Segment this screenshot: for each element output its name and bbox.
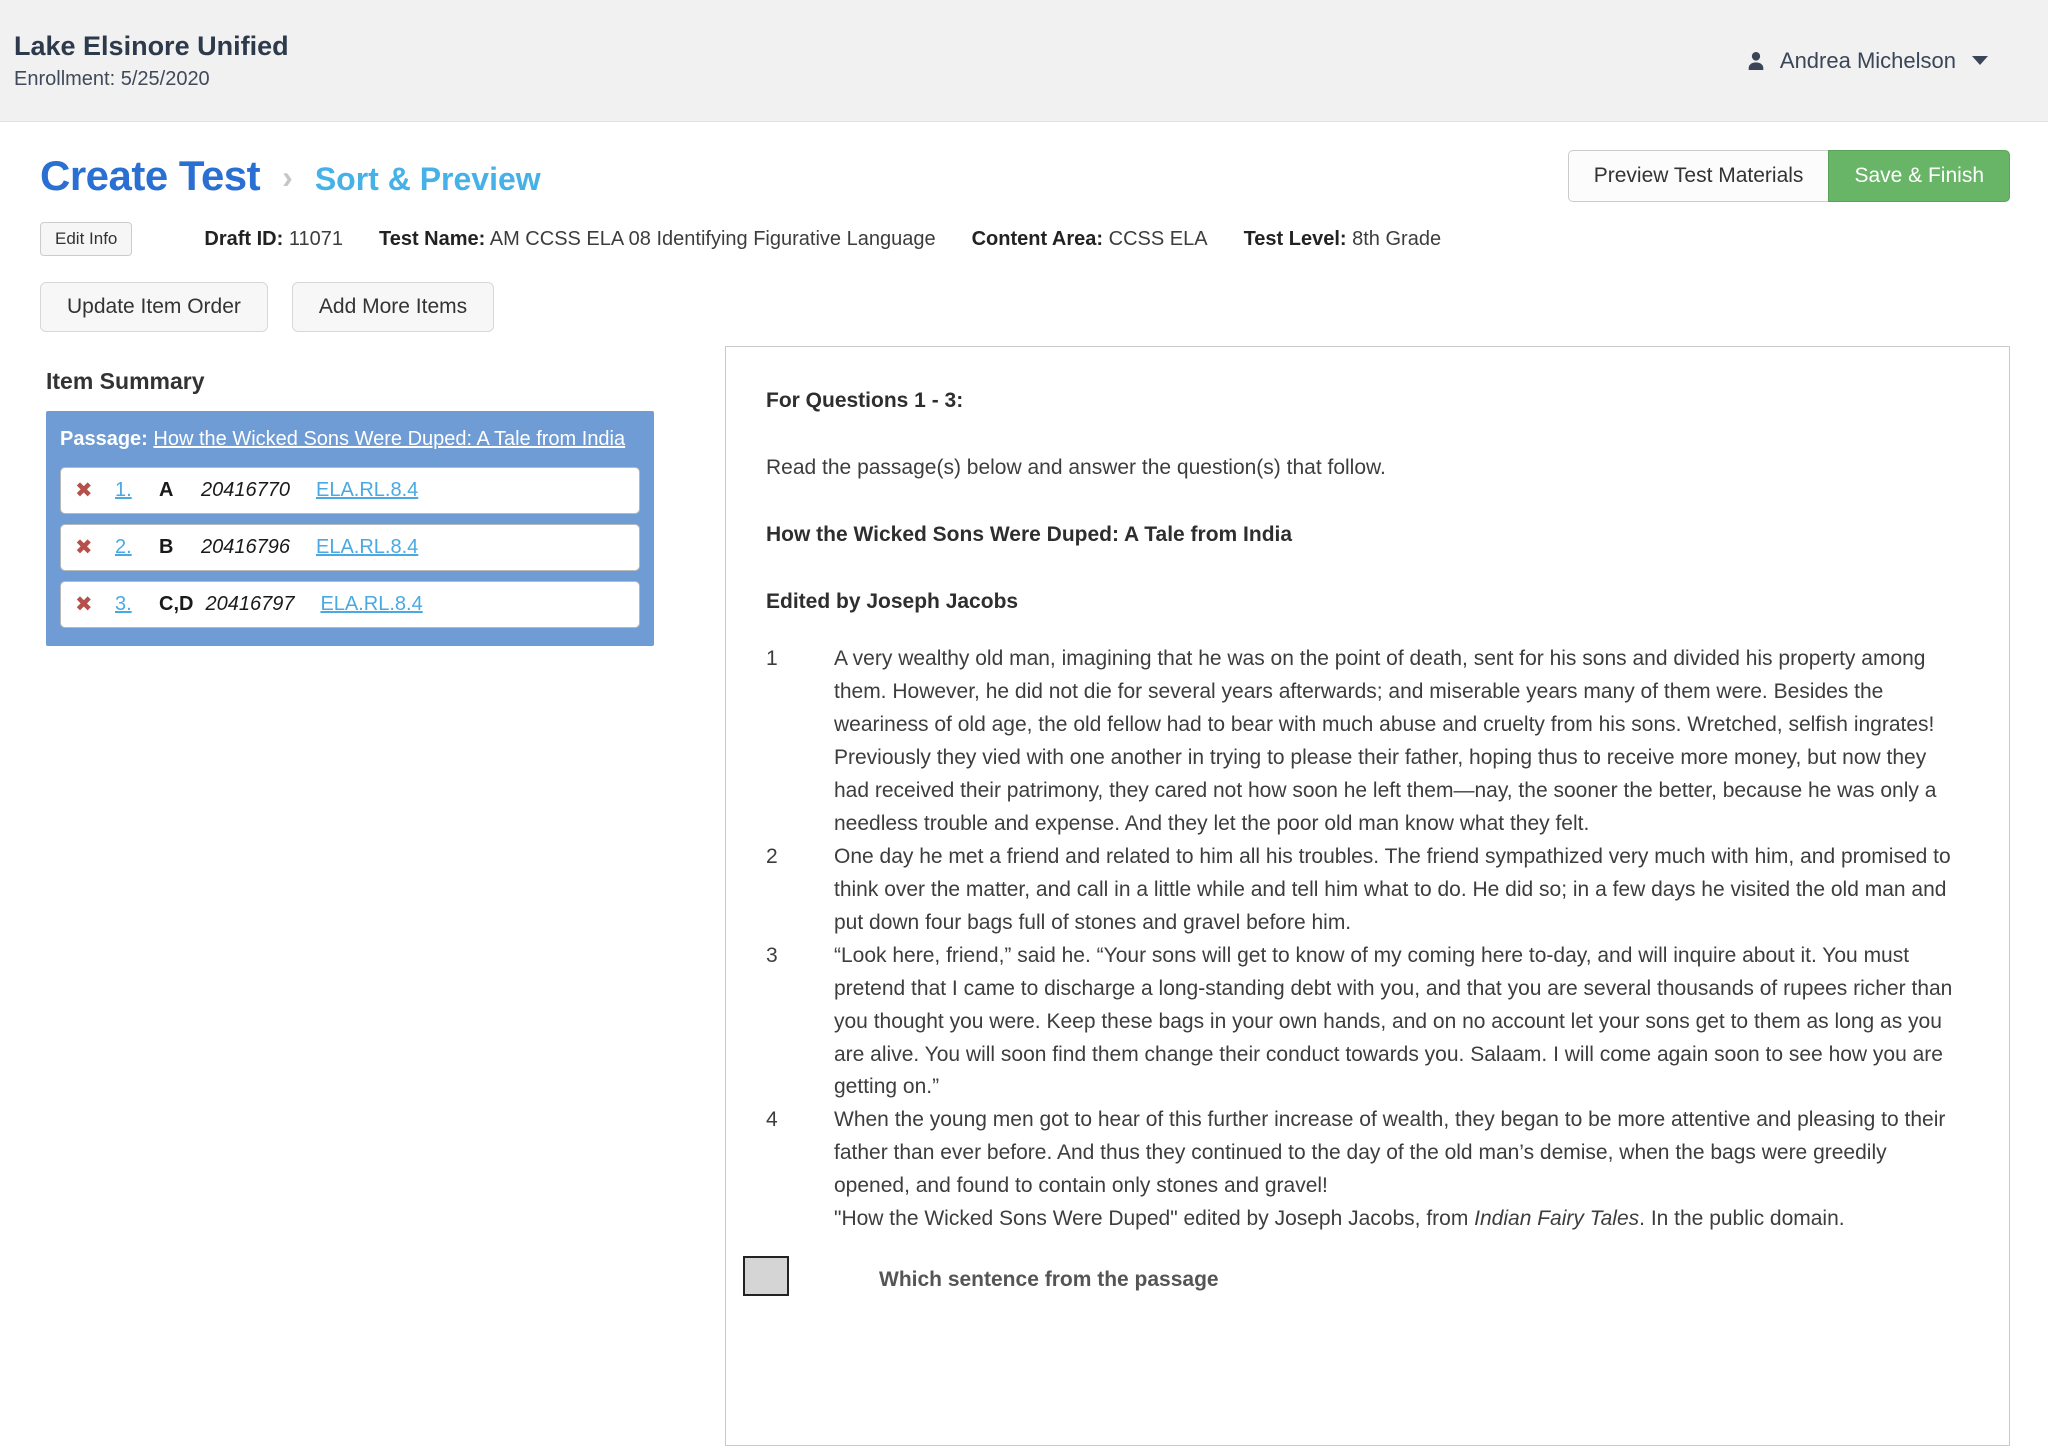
breadcrumb [40,152,541,200]
attribution-prefix: "How the Wicked Sons Were Duped" edited by Joseph Jacobs, from [834,1207,1475,1231]
item-number-link[interactable]: 2. [115,536,132,558]
item-summary-column [40,346,656,646]
question-number-box [743,1256,789,1296]
item-standard-link[interactable]: ELA.RL.8.4 [320,593,423,615]
clipped-question-row [743,1256,1967,1297]
top-header-bar [0,0,2048,122]
passage-title: How the Wicked Sons Were Duped: A Tale from India [766,522,1293,546]
item-row [60,581,640,628]
paragraph-text: A very wealthy old man, imagining that he was on the point of death, sent for his sons and divided his property among them. However, he did not die for several years afterwards; and miserable years many of them were. Besides the weariness of old age, the old fellow had to bear with much abuse and cruelty from his sons. Wretched, selfish ingrates! Previously they vied with one another in trying to please their father, hoping thus to receive more money, but now they had received their patrimony, they cared not how soon he left them—nay, the sooner the better, because he was only a needless trouble and expense. And they let the poor old man know what they felt. [834,646,1937,835]
passage-paragraph [766,841,1967,940]
item-number-link[interactable]: 3. [115,593,132,615]
chevron-down-icon [1972,56,1988,65]
item-actions-row [40,282,2010,332]
attribution-source-title: Indian Fairy Tales [1474,1207,1640,1231]
paragraph-text: One day he met a friend and related to him all his troubles. The friend sympathized very much with him, and promised to think over the matter, and call in a little while and tell him what to do. He did so; in a few days he visited the old man and put down four bags full of stones and gravel before him. [834,844,1951,934]
district-name: Lake Elsinore Unified [14,30,289,61]
update-item-order-button[interactable]: Update Item Order [40,282,268,332]
passage-paragraph [766,643,1967,841]
passage-paragraph [766,1104,1967,1203]
passage-group-panel [46,411,654,646]
item-standard-link[interactable]: ELA.RL.8.4 [315,479,419,501]
draft-id-value: 11071 [288,227,343,250]
passage-attribution [834,1203,1967,1236]
passage-byline: Edited by Joseph Jacobs [766,589,1019,613]
content-area-label: Content Area: [971,227,1104,250]
remove-item-icon[interactable]: ✖ [75,479,93,502]
attribution-suffix: . In the public domain. [1639,1207,1845,1231]
test-info-row [40,222,2010,256]
item-answer-key: B [159,536,174,558]
enrollment-date: Enrollment: 5/25/2020 [14,67,210,90]
passage-line [60,424,640,455]
district-block [14,31,289,91]
remove-item-icon[interactable]: ✖ [75,593,93,616]
save-and-finish-button[interactable]: Save & Finish [1828,150,2010,202]
paragraph-number: 2 [766,844,778,868]
test-level-value: 8th Grade [1352,227,1442,250]
test-name-value: AM CCSS ELA 08 Identifying Figurative Language [489,227,936,250]
content-area-value: CCSS ELA [1108,227,1208,250]
paragraph-number: 1 [766,646,778,670]
passage-label: Passage: [60,428,148,450]
user-icon [1744,49,1768,73]
item-id: 20416770 [201,479,290,501]
test-name-label: Test Name: [378,227,486,250]
paragraph-text: “Look here, friend,” said he. “Your sons will get to know of my coming here to-day, and will inquire about it. You must pretend that I came to discharge a long-standing debt with you, and that you are several thousands of rupees richer than you thought you were. Keep these bags in your own hands, and on no account let your sons get to them as long as you are alive. You will soon find them change their conduct towards you. Salaam. I will come again soon to see how you are getting on.” [834,943,1953,1099]
passage-paragraph [766,940,1967,1105]
add-more-items-button[interactable]: Add More Items [292,282,494,332]
passage-instructions: Read the passage(s) below and answer the question(s) that follow. [766,455,1386,479]
test-level-label: Test Level: [1243,227,1347,250]
item-answer-key: A [159,479,174,501]
page-title: Create Test [40,152,261,199]
item-row [60,524,640,571]
item-standard-link[interactable]: ELA.RL.8.4 [315,536,419,558]
preview-test-materials-button[interactable]: Preview Test Materials [1568,150,1830,202]
draft-id-label: Draft ID: [204,227,284,250]
breadcrumb-chevron-icon: › [282,159,293,195]
edit-info-button[interactable]: Edit Info [40,222,132,256]
content-area [972,228,1208,251]
remove-item-icon[interactable]: ✖ [75,536,93,559]
paragraph-number: 4 [766,1108,778,1132]
clipped-question-stem: Which sentence from the passage [879,1268,1219,1292]
draft-id [204,228,343,251]
paragraph-text: When the young men got to hear of this further increase of wealth, they began to be more attentive and pleasing to their father than ever before. And thus they continued to the day of the old man’s demise, when the bags were greedily opened, and found to contain only stones and gravel! [834,1108,1946,1198]
item-number-link[interactable]: 1. [115,479,132,501]
item-id: 20416796 [201,536,290,558]
header-button-group [1568,150,2010,202]
for-questions-heading: For Questions 1 - 3: [766,389,964,412]
item-id: 20416797 [205,593,295,615]
test-name [379,228,936,251]
passage-title-link[interactable]: How the Wicked Sons Were Duped: A Tale from India [153,428,626,450]
item-row [60,467,640,514]
item-summary-heading: Item Summary [46,368,205,394]
breadcrumb-current-step: Sort & Preview [314,161,541,197]
passage-preview-panel [725,346,2010,1446]
user-menu[interactable] [1744,48,1988,74]
item-answer-key: C,D [159,593,194,615]
user-name: Andrea Michelson [1779,47,1956,73]
test-level [1244,228,1442,251]
paragraph-number: 3 [766,943,778,967]
